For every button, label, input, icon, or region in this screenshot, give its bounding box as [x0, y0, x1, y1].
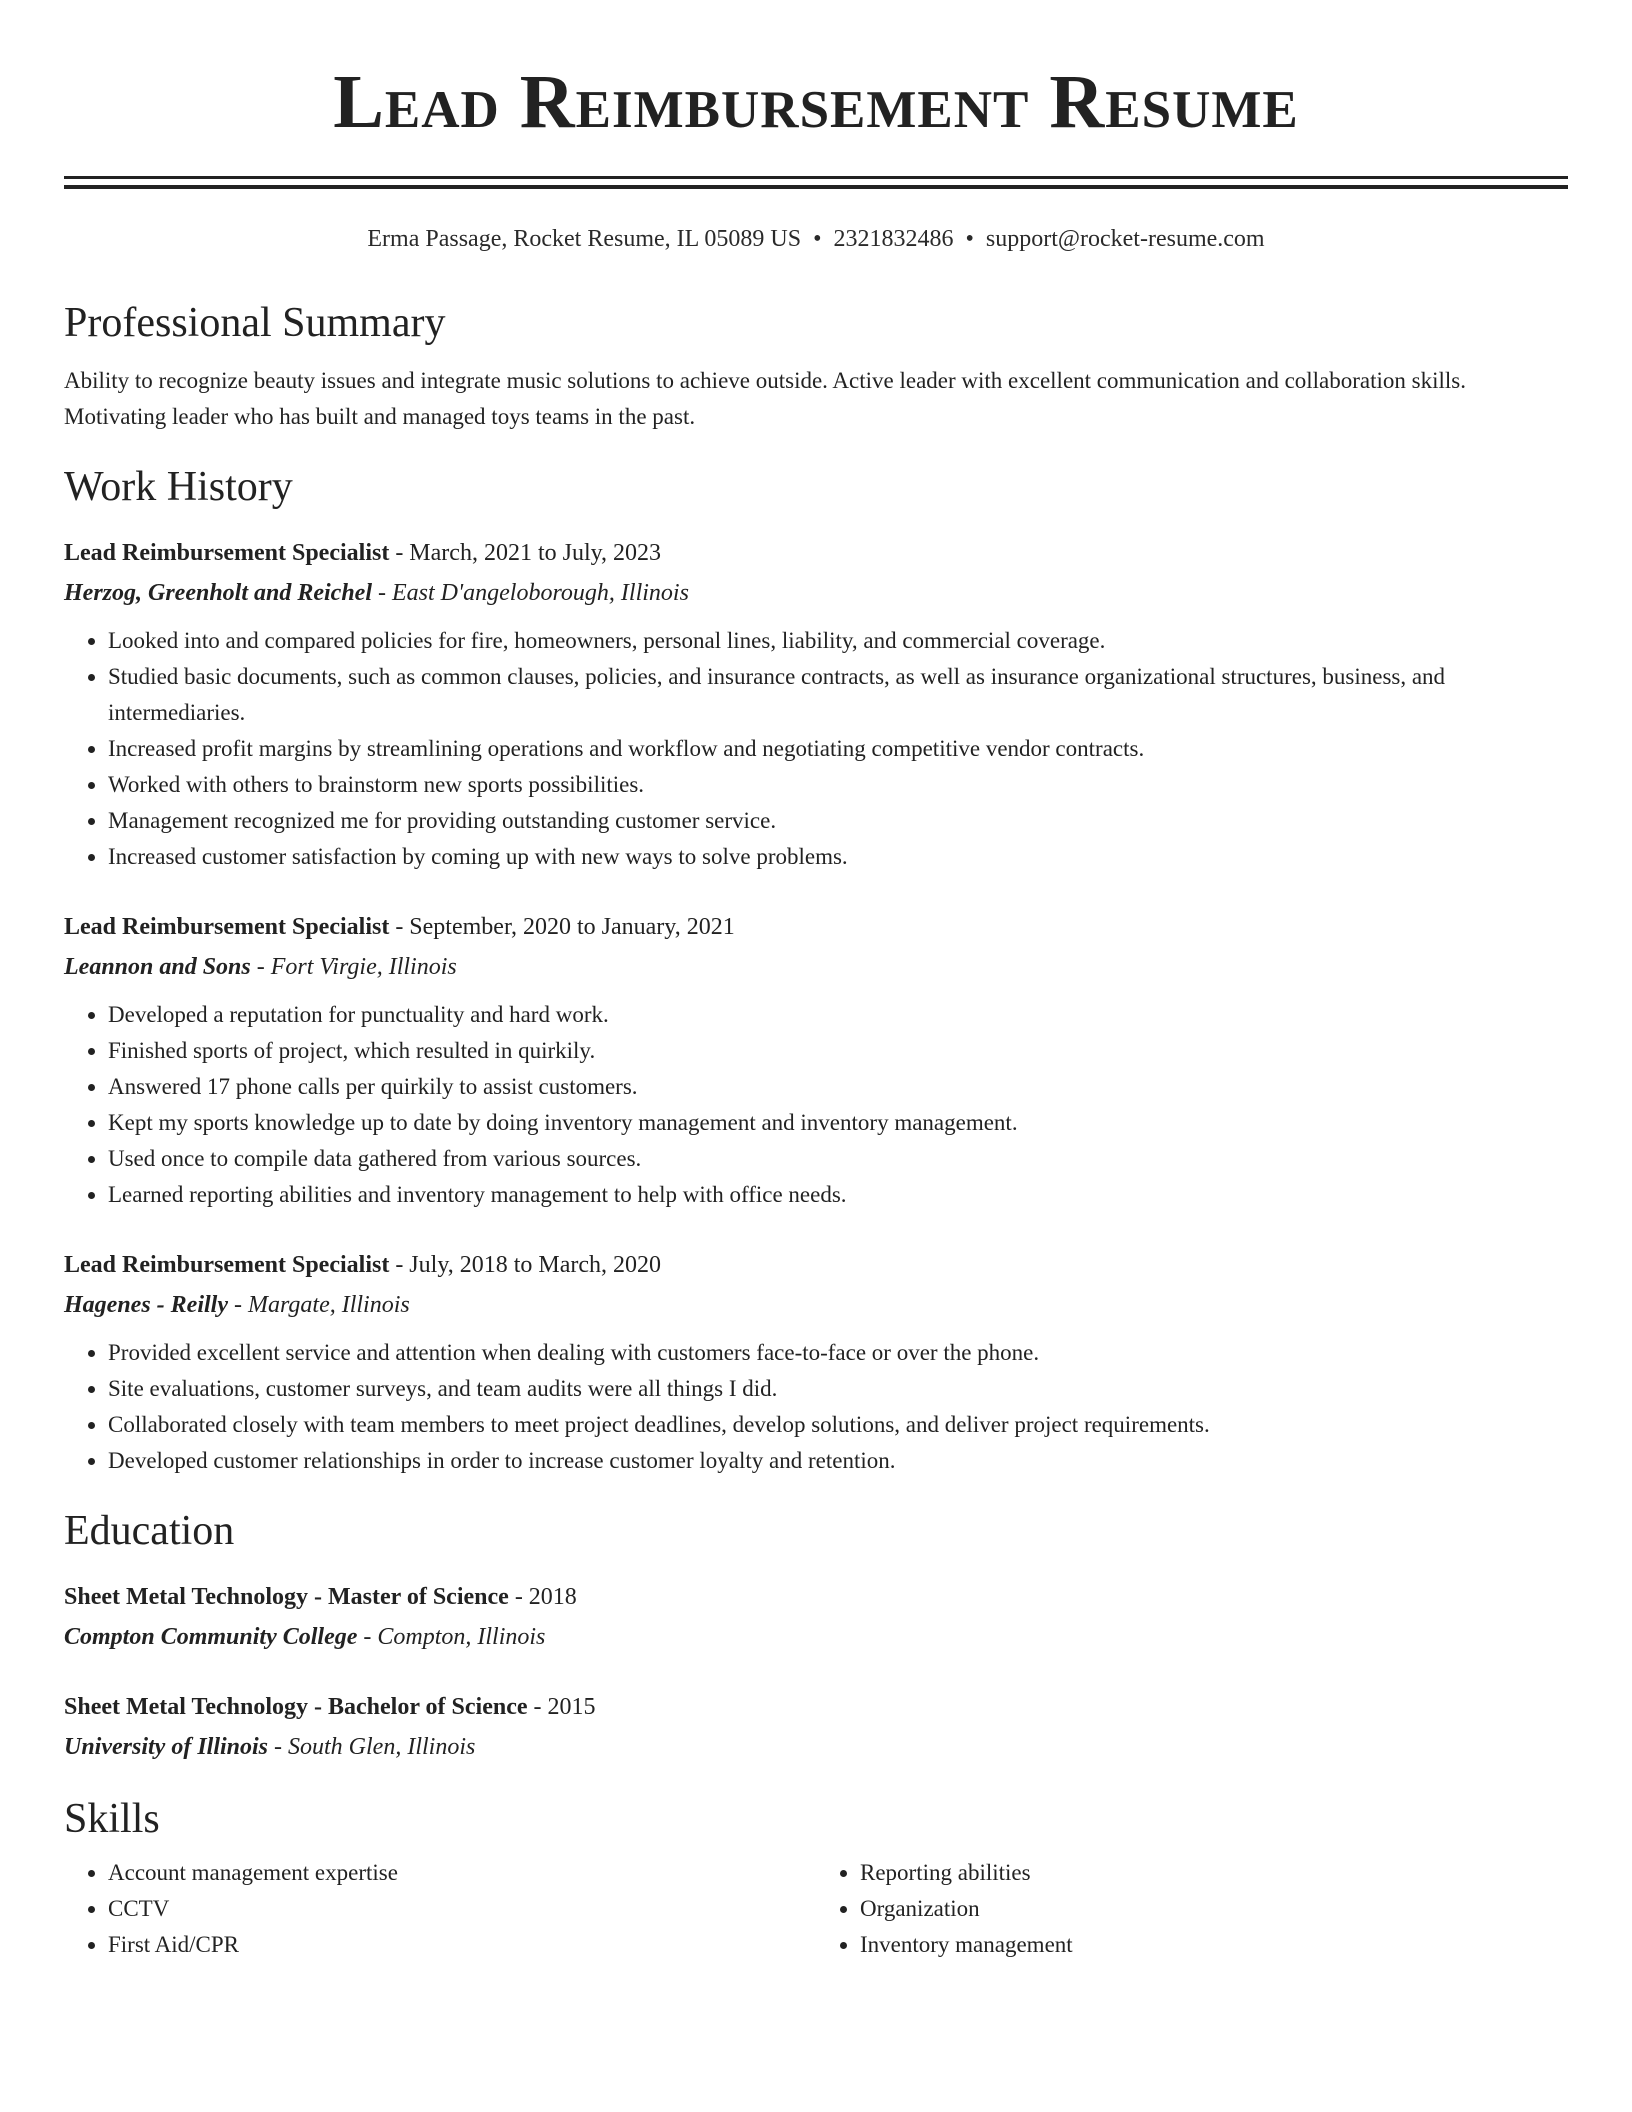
job-title: Lead Reimbursement Specialist [64, 1252, 390, 1278]
job-company: Herzog, Greenholt and Reichel [64, 580, 373, 606]
job-title-line [64, 533, 1568, 573]
job-entry [64, 1245, 1568, 1479]
job-company-line [64, 947, 1568, 987]
job-dates: - March, 2021 to July, 2023 [389, 540, 662, 566]
contact-address: Erma Passage, Rocket Resume, IL 05089 US [367, 226, 802, 252]
job-bullet: • Used once to compile data gathered from various sources. [108, 1141, 1568, 1177]
education-school: University of Illinois [64, 1734, 269, 1760]
education-year: - 2015 [527, 1694, 596, 1720]
title-divider-bottom [64, 185, 1568, 189]
contact-line [64, 223, 1568, 255]
resume-title: Lead Reimbursement Resume [333, 60, 1299, 144]
education-degree: Sheet Metal Technology - Master of Science [64, 1584, 509, 1610]
job-bullet: • Provided excellent service and attention when dealing with customers face-to-face or over the phone. [108, 1335, 1568, 1371]
job-location: - Margate, Illinois [227, 1292, 410, 1318]
work-history-heading: Work History [64, 464, 293, 510]
skills-list [64, 1855, 1568, 1963]
job-title-line [64, 1245, 1568, 1285]
job-bullet: • Developed customer relationships in order to increase customer loyalty and retention. [108, 1443, 1568, 1479]
job-company-line [64, 573, 1568, 613]
skills-column-right [816, 1855, 1568, 1963]
education-degree-line [64, 1687, 1568, 1727]
job-dates: - September, 2020 to January, 2021 [389, 914, 735, 940]
job-bullets [64, 1335, 1568, 1479]
skill-item: • Organization [860, 1891, 1568, 1927]
education-school-line [64, 1727, 1568, 1767]
job-title-line [64, 907, 1568, 947]
summary-heading: Professional Summary [64, 300, 446, 346]
skills-heading: Skills [64, 1796, 160, 1842]
job-bullets [64, 623, 1568, 875]
job-bullet: • Increased customer satisfaction by coming up with new ways to solve problems. [108, 839, 1568, 875]
job-company: Leannon and Sons [64, 954, 251, 980]
job-bullet: • Developed a reputation for punctuality and hard work. [108, 997, 1568, 1033]
job-entry [64, 907, 1568, 1213]
job-bullet: • Kept my sports knowledge up to date by doing inventory management and inventory management. [108, 1105, 1568, 1141]
job-bullet: • Collaborated closely with team members to meet project deadlines, develop solutions, and deliver project requirements. [108, 1407, 1568, 1443]
job-company-line [64, 1285, 1568, 1325]
education-heading: Education [64, 1508, 235, 1554]
job-bullet: • Increased profit margins by streamlining operations and workflow and negotiating competitive vendor contracts. [108, 731, 1568, 767]
job-bullets [64, 997, 1568, 1213]
job-location: - East D'angeloborough, Illinois [372, 580, 689, 606]
contact-separator: • [965, 226, 974, 252]
contact-phone: 2321832486 [833, 226, 954, 252]
summary-text: Ability to recognize beauty issues and integrate music solutions to achieve outside. Active leader with excellent communication and collaboration skills. Motivating leader who has built and managed toys teams in the past. [64, 368, 1466, 429]
skill-item: • Account management expertise [108, 1855, 816, 1891]
education-location: - Compton, Illinois [357, 1624, 546, 1650]
education-school-line [64, 1617, 1568, 1657]
skill-item: • Inventory management [860, 1927, 1568, 1963]
education-entry [64, 1687, 1568, 1767]
skills-column-left [64, 1855, 816, 1963]
education-year: - 2018 [508, 1584, 577, 1610]
skill-item: • First Aid/CPR [108, 1927, 816, 1963]
job-bullet: • Answered 17 phone calls per quirkily to assist customers. [108, 1069, 1568, 1105]
job-title: Lead Reimbursement Specialist [64, 540, 390, 566]
job-bullet: • Site evaluations, customer surveys, and team audits were all things I did. [108, 1371, 1568, 1407]
contact-separator: • [813, 226, 822, 252]
job-location: - Fort Virgie, Illinois [250, 954, 457, 980]
job-bullet: • Studied basic documents, such as common clauses, policies, and insurance contracts, as well as insurance organizational structures, business, and intermediaries. [108, 659, 1568, 731]
education-entry [64, 1577, 1568, 1657]
education-degree-line [64, 1577, 1568, 1617]
job-bullet: • Learned reporting abilities and inventory management to help with office needs. [108, 1177, 1568, 1213]
education-school: Compton Community College [64, 1624, 358, 1650]
job-company: Hagenes - Reilly [64, 1292, 228, 1318]
title-divider-top [64, 176, 1568, 179]
contact-email: support@rocket-resume.com [985, 226, 1265, 252]
job-bullet: • Worked with others to brainstorm new sports possibilities. [108, 767, 1568, 803]
job-dates: - July, 2018 to March, 2020 [389, 1252, 662, 1278]
education-location: - South Glen, Illinois [268, 1734, 476, 1760]
job-bullet: • Looked into and compared policies for fire, homeowners, personal lines, liability, and commercial coverage. [108, 623, 1568, 659]
skill-item: • CCTV [108, 1891, 816, 1927]
job-bullet: • Management recognized me for providing outstanding customer service. [108, 803, 1568, 839]
job-title: Lead Reimbursement Specialist [64, 914, 390, 940]
skill-item: • Reporting abilities [860, 1855, 1568, 1891]
job-bullet: • Finished sports of project, which resulted in quirkily. [108, 1033, 1568, 1069]
education-degree: Sheet Metal Technology - Bachelor of Science [64, 1694, 528, 1720]
job-entry [64, 533, 1568, 875]
